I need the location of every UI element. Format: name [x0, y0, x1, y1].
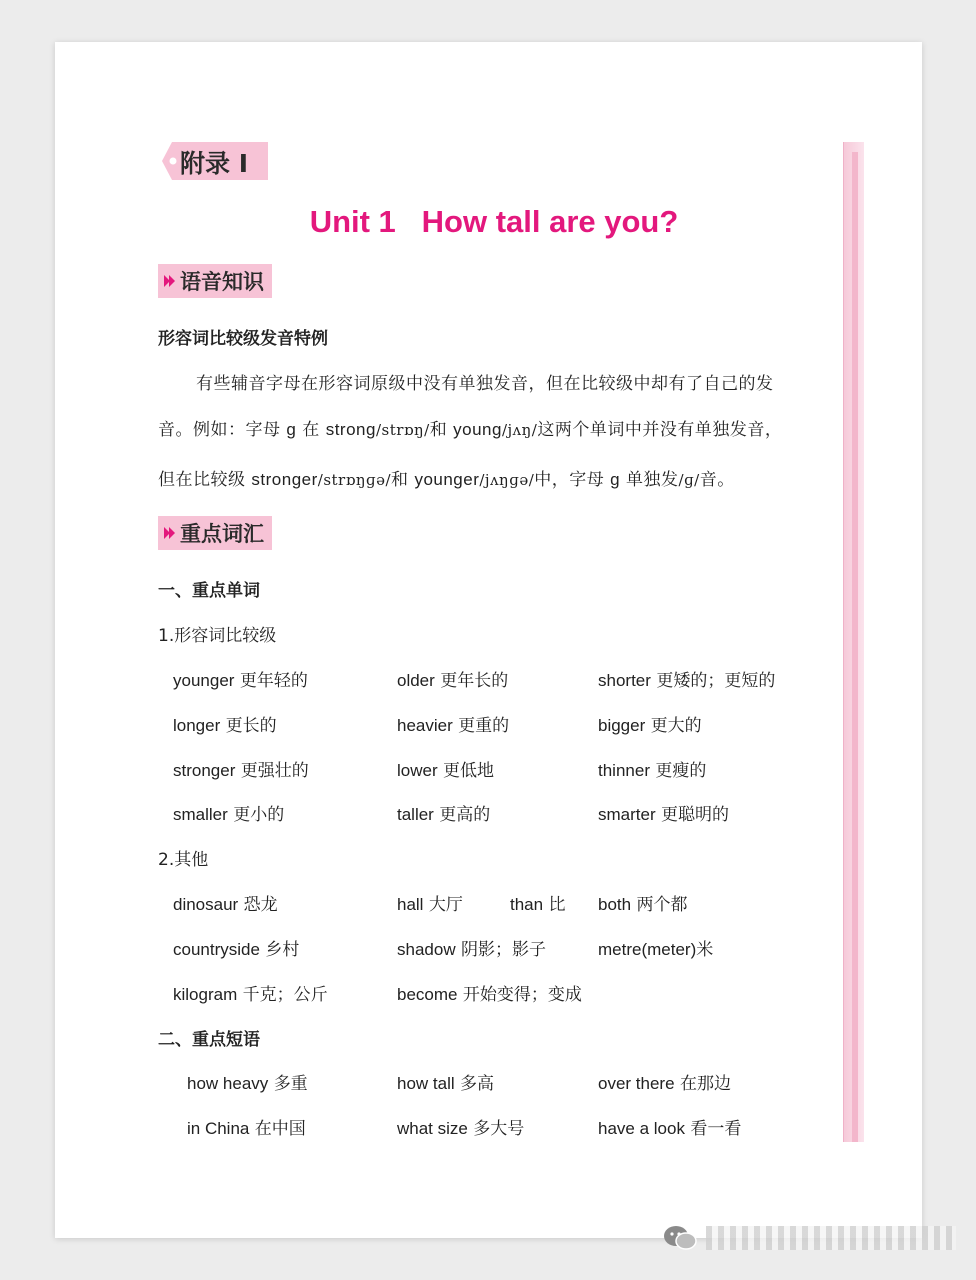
- page-edge-stripe: [852, 152, 858, 1142]
- vocab-item: [173, 935, 299, 960]
- word: become: [397, 985, 458, 1004]
- vocab-item: [173, 980, 328, 1005]
- meaning: 更强壮的: [240, 761, 309, 781]
- vocab-item: [397, 800, 490, 825]
- vocab-item: [397, 711, 509, 736]
- word: younger: [173, 671, 235, 690]
- text: 但在比较级: [158, 470, 252, 490]
- phonetic: /jʌŋɡə/: [479, 471, 535, 489]
- word: bigger: [598, 716, 646, 735]
- text: 和: [429, 420, 454, 440]
- meaning: 更聪明的: [661, 805, 730, 825]
- word: stronger: [173, 761, 236, 780]
- meaning: 更矮的；更短的: [656, 671, 776, 691]
- vocab-item: [598, 666, 775, 691]
- meaning: 更瘦的: [655, 761, 707, 781]
- meaning: 大厅: [428, 895, 463, 915]
- text: 在: [296, 420, 326, 440]
- vocab-item: [598, 800, 729, 825]
- vocab-item: [397, 980, 582, 1005]
- meaning: 更年轻的: [239, 671, 308, 691]
- phonetic: /ɡ/: [678, 471, 700, 489]
- meaning: 更重的: [458, 716, 510, 736]
- phrase: how heavy: [187, 1074, 269, 1093]
- meaning: 比: [548, 895, 566, 915]
- unit-title: Unit 1 How tall are you?: [309, 204, 679, 239]
- meaning: 阴影；影子: [461, 940, 547, 960]
- meaning: 开始变得；变成: [462, 985, 582, 1005]
- chat-bubble-icon: [662, 1224, 698, 1252]
- vocab-item: [173, 756, 309, 781]
- word: hall: [397, 895, 424, 914]
- vocab-item: [598, 711, 702, 736]
- word: taller: [397, 805, 434, 824]
- phrase-item: [187, 1114, 306, 1139]
- text: stronger: [251, 470, 318, 489]
- phrase-item: [598, 1069, 731, 1094]
- vocab-item: [598, 756, 706, 781]
- phrase: how tall: [397, 1074, 455, 1093]
- word: kilogram: [173, 985, 238, 1004]
- meaning: 两个都: [636, 895, 688, 915]
- vocab-item: [397, 890, 463, 915]
- phonetic: /strɒŋ/: [375, 421, 430, 439]
- appendix-label: 附录 I: [180, 149, 249, 178]
- vocab-item: [173, 711, 277, 736]
- text: younger: [414, 470, 480, 489]
- section-heading-phonetics: [158, 264, 272, 298]
- meaning: 更年长的: [440, 671, 509, 691]
- vocab-item: [397, 935, 546, 960]
- section-heading-label: 重点词汇: [180, 522, 264, 546]
- word: longer: [173, 716, 221, 735]
- text: 和: [391, 470, 415, 490]
- part-title: 一、重点单词: [158, 581, 260, 601]
- play-arrow-icon: [158, 516, 180, 550]
- section-heading-label: 语音知识: [180, 270, 264, 294]
- phonetic: /jʌŋ/: [501, 421, 538, 439]
- meaning: 更大的: [650, 716, 702, 736]
- word: lower: [397, 761, 438, 780]
- meaning: 更小的: [233, 805, 285, 825]
- phrase: over there: [598, 1074, 675, 1093]
- phrase-item: [397, 1069, 494, 1094]
- text: strong: [325, 420, 376, 439]
- meaning: 更高的: [439, 805, 491, 825]
- text: 这两个单词中并没有单独发音，: [537, 420, 783, 440]
- vocab-item: [397, 666, 508, 691]
- word: older: [397, 671, 435, 690]
- vocab-item: [397, 756, 494, 781]
- vocab-item: [510, 890, 566, 915]
- watermark: [662, 1218, 962, 1258]
- text: 音。例如：字母: [158, 420, 287, 440]
- meaning: 多高: [460, 1074, 495, 1094]
- play-arrow-icon: [158, 264, 180, 298]
- text: g: [610, 470, 621, 489]
- word: smarter: [598, 805, 656, 824]
- sub-title: 1.形容词比较级: [158, 626, 277, 646]
- text: young: [453, 420, 502, 439]
- meaning: 恐龙: [243, 895, 278, 915]
- word: smaller: [173, 805, 228, 824]
- phrase-item: [397, 1114, 524, 1139]
- meaning: 乡村: [265, 940, 300, 960]
- appendix-tag: [160, 140, 268, 180]
- phrase: have a look: [598, 1119, 685, 1138]
- text: 单独发: [620, 470, 679, 490]
- word: thinner: [598, 761, 650, 780]
- sub-title: 2.其他: [158, 850, 209, 870]
- meaning: 看一看: [690, 1119, 742, 1139]
- vocab-item: [173, 800, 284, 825]
- vocab-item: [598, 935, 713, 960]
- meaning: 更长的: [225, 716, 277, 736]
- phrase: in China: [187, 1119, 250, 1138]
- word: shadow: [397, 940, 456, 959]
- word: both: [598, 895, 632, 914]
- subheading: 形容词比较级发音特例: [158, 329, 328, 349]
- phrase-item: [598, 1114, 741, 1139]
- meaning: 多大号: [473, 1119, 525, 1139]
- word: countryside: [173, 940, 260, 959]
- text: 音。: [699, 470, 735, 490]
- word: shorter: [598, 671, 651, 690]
- vocab-item: [173, 890, 278, 915]
- text: g: [286, 420, 297, 439]
- phrase-item: [187, 1069, 308, 1094]
- word: than: [510, 895, 544, 914]
- meaning: 千克；公斤: [242, 985, 328, 1005]
- vocab-item: [598, 890, 688, 915]
- section-heading-vocabulary: [158, 516, 272, 550]
- watermark-text: [706, 1226, 956, 1250]
- phonetic: /strɒŋɡə/: [317, 471, 392, 489]
- vocab-item: [173, 666, 308, 691]
- word: dinosaur: [173, 895, 239, 914]
- meaning: 米: [696, 940, 714, 960]
- paragraph-line: [158, 465, 735, 490]
- meaning: 更低地: [443, 761, 495, 781]
- text: 中，字母: [534, 470, 611, 490]
- meaning: 多重: [273, 1074, 308, 1094]
- meaning: 在中国: [254, 1119, 306, 1139]
- paragraph-line: 有些辅音字母在形容词原级中没有单独发音，但在比较级中却有了自己的发: [196, 374, 774, 394]
- part-title: 二、重点短语: [158, 1030, 260, 1050]
- word: heavier: [397, 716, 453, 735]
- phrase: what size: [397, 1119, 468, 1138]
- word: metre(meter): [598, 940, 697, 959]
- meaning: 在那边: [679, 1074, 731, 1094]
- paragraph-line: [158, 415, 782, 440]
